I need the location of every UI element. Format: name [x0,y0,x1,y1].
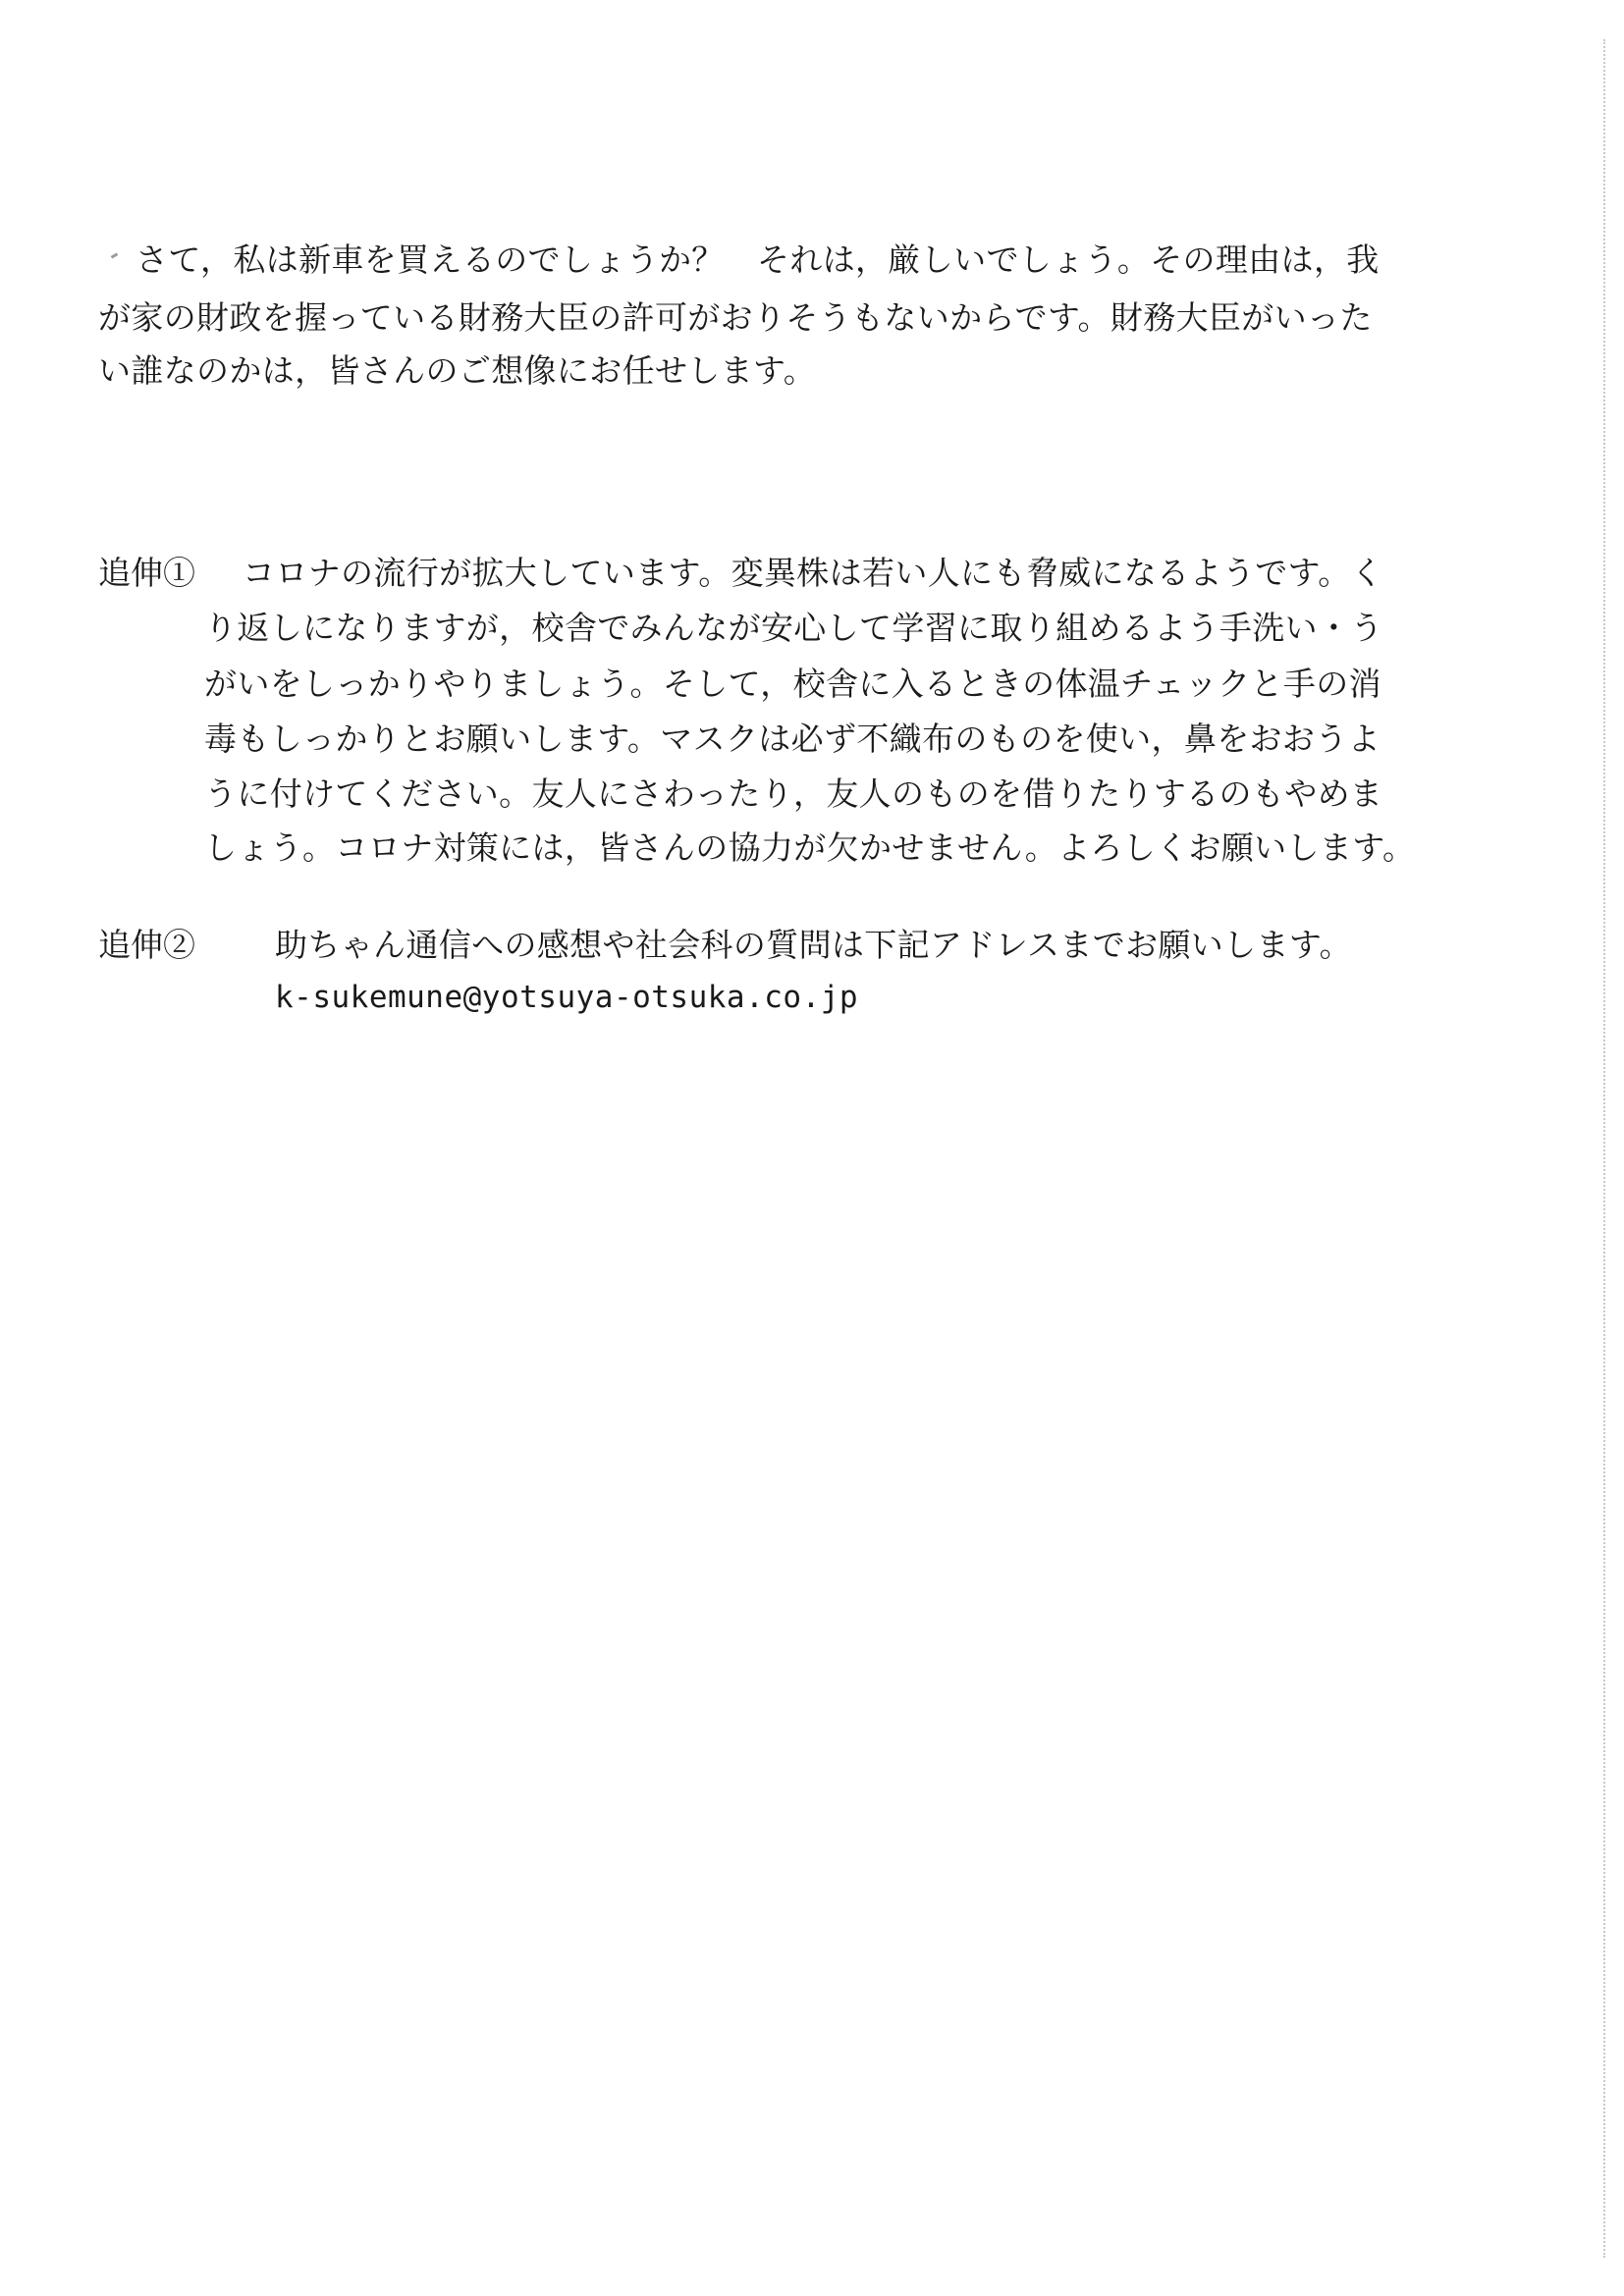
intro-line-1: さて，私は新車を買えるのでしょうか？ それは，厳しいでしょう。その理由は，我 [135,240,1380,279]
postscript-1-line-6: しょう。コロナ対策には，皆さんの協力が欠かせません。よろしくお願いします。 [204,828,1416,867]
postscript-1-line-5: うに付けてください。友人にさわったり，友人のものを借りたりするのもやめま [204,774,1383,813]
postscript-1-line-2: り返しになりますが，校舎でみんなが安心して学習に取り組めるよう手洗い・う [204,609,1383,647]
scan-edge-artifact [1603,39,1605,2258]
postscript-2-label: 追伸② [98,926,195,964]
postscript-1-line-4: 毒もしっかりとお願いします。マスクは必ず不織布のものを使い，鼻をおおうよ [204,720,1380,758]
scan-speck [111,252,119,258]
postscript-1-line-1: コロナの流行が拡大しています。変異株は若い人にも脅威になるようです。く [243,554,1383,592]
intro-line-2: が家の財政を握っている財務大臣の許可がおりそうもないからです。財務大臣がいった [98,298,1373,337]
postscript-1-line-3: がいをしっかりやりましょう。そして，校舎に入るときの体温チェックと手の消 [204,665,1381,703]
contact-email[interactable]: k-sukemune@yotsuya-otsuka.co.jp [275,980,859,1015]
intro-line-3: い誰なのかは，皆さんのご想像にお任せします。 [98,351,817,390]
postscript-1-label: 追伸① [98,554,195,592]
postscript-2-line-1: 助ちゃん通信への感想や社会科の質問は下記アドレスまでお願いします。 [275,926,1352,964]
